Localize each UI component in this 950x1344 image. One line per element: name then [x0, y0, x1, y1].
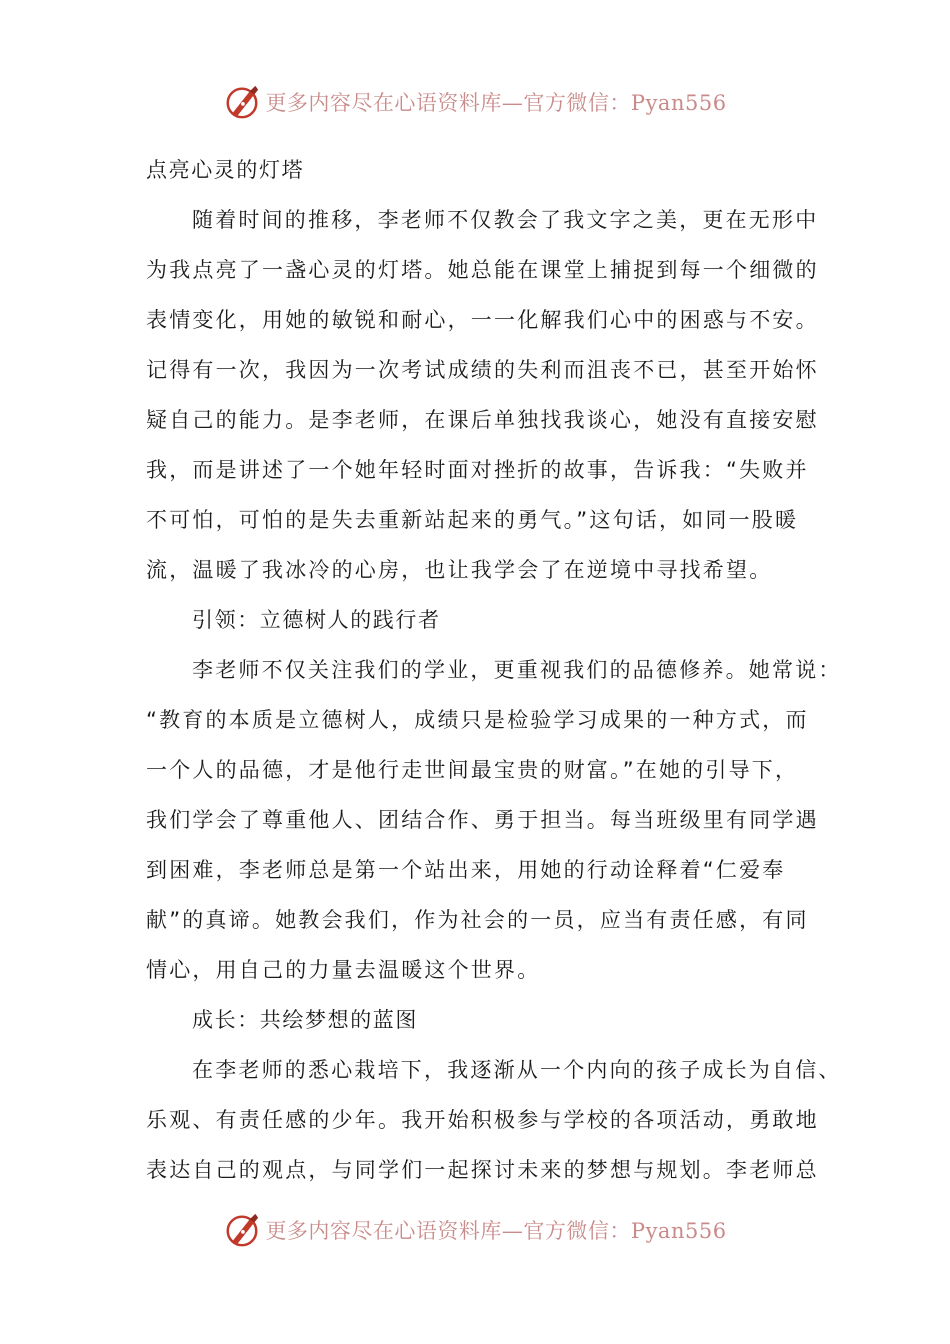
section-heading: 成长：共绘梦想的蓝图	[192, 1008, 418, 1032]
paragraph-line: “教育的本质是立德树人，成绩只是检验学习成果的一种方式，而	[146, 708, 809, 732]
pen-nib-icon	[223, 83, 261, 121]
paragraph-line: 表达自己的观点，与同学们一起探讨未来的梦想与规划。李老师总	[146, 1158, 819, 1182]
paragraph-line: 我们学会了尊重他人、团结合作、勇于担当。每当班级里有同学遇	[146, 808, 819, 832]
paragraph-line: 疑自己的能力。是李老师，在课后单独找我谈心，她没有直接安慰	[146, 408, 819, 432]
banner-text: 更多内容尽在心语资料库—官方微信：Pyan556	[265, 91, 727, 115]
banner-text: 更多内容尽在心语资料库—官方微信：Pyan556	[265, 1219, 727, 1243]
paragraph-line: 情心，用自己的力量去温暖这个世界。	[146, 958, 541, 982]
section-heading: 引领：立德树人的践行者	[192, 608, 441, 632]
paragraph-line: 记得有一次，我因为一次考试成绩的失利而沮丧不已，甚至开始怀	[146, 358, 819, 382]
paragraph-line: 乐观、有责任感的少年。我开始积极参与学校的各项活动，勇敢地	[146, 1108, 819, 1132]
paragraph-line: 为我点亮了一盏心灵的灯塔。她总能在课堂上捕捉到每一个细微的	[146, 258, 819, 282]
paragraph-line: 我，而是讲述了一个她年轻时面对挫折的故事，告诉我：“失败并	[146, 458, 809, 482]
pen-nib-icon	[223, 1211, 261, 1249]
paragraph-line: 随着时间的推移，李老师不仅教会了我文字之美，更在无形中	[192, 208, 819, 232]
paragraph-line: 流，温暖了我冰冷的心房，也让我学会了在逆境中寻找希望。	[146, 558, 773, 582]
paragraph-line: 献”的真谛。她教会我们，作为社会的一员，应当有责任感，有同	[146, 908, 809, 932]
paragraph-line: 在李老师的悉心栽培下，我逐渐从一个内向的孩子成长为自信、	[192, 1058, 842, 1082]
footer-banner	[0, 1208, 950, 1252]
section-heading: 点亮心灵的灯塔	[146, 158, 305, 182]
paragraph-line: 不可怕，可怕的是失去重新站起来的勇气。”这句话，如同一股暖	[146, 508, 799, 532]
paragraph-line: 李老师不仅关注我们的学业，更重视我们的品德修养。她常说：	[192, 658, 842, 682]
header-banner	[0, 80, 950, 124]
document-body	[146, 145, 842, 1195]
paragraph-line: 到困难，李老师总是第一个站出来，用她的行动诠释着“仁爱奉	[146, 858, 786, 882]
paragraph-line: 表情变化，用她的敏锐和耐心，一一化解我们心中的困惑与不安。	[146, 308, 819, 332]
paragraph-line: 一个人的品德，才是他行走世间最宝贵的财富。”在她的引导下，	[146, 758, 799, 782]
